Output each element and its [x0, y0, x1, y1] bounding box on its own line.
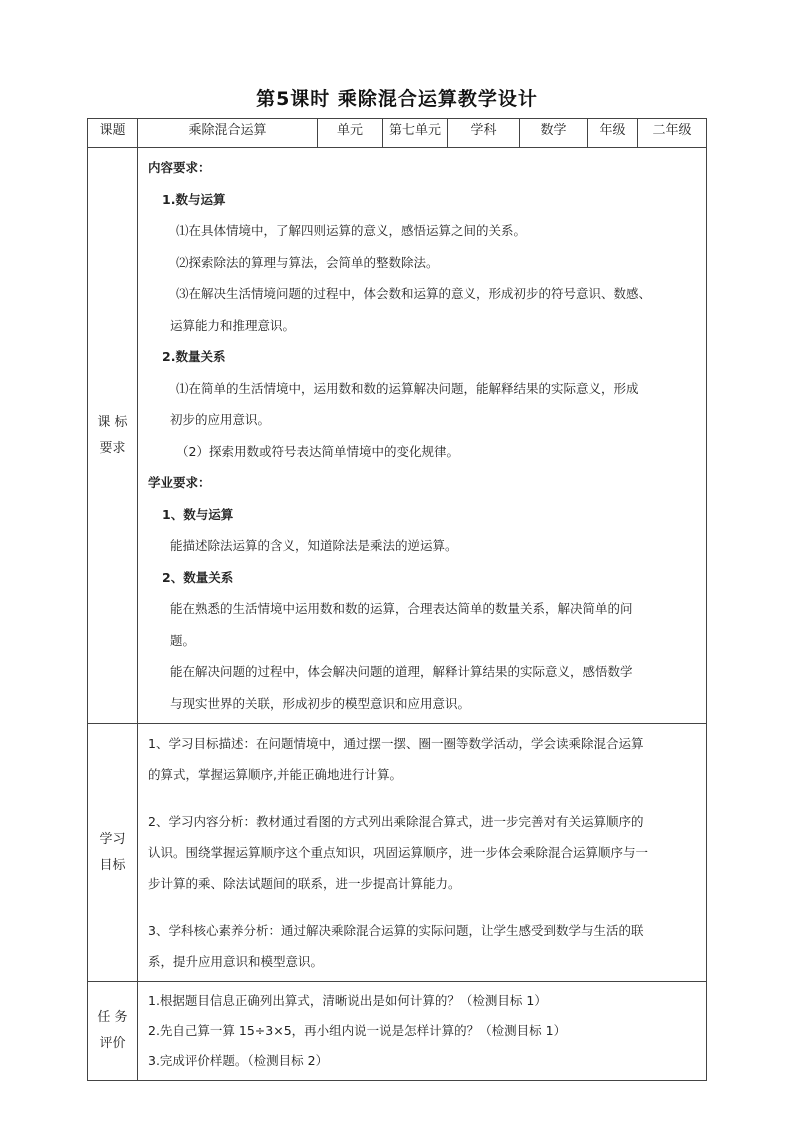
list-item: 能在解决问题的过程中，体会解决问题的道理，解释计算结果的实际意义，感悟数学 [170, 664, 633, 679]
curriculum-content [138, 148, 707, 724]
topic-value: 乘除混合运算 [138, 119, 318, 148]
goal-line: 系，提升应用意识和模型意识。 [148, 954, 324, 969]
goal-line: 的算式，掌握运算顺序,并能正确地进行计算。 [148, 767, 402, 782]
academic-section-number-operation: 1、数与运算 [162, 506, 234, 522]
list-item: ⑶在解决生活情境问题的过程中，体会数和运算的意义，形成初步的符号意识、数感、 [176, 286, 652, 301]
list-item: （2）探索用数或符号表达简单情境中的变化规律。 [176, 443, 459, 459]
goal-line: 2、学习内容分析：教材通过看图的方式列出乘除混合算式，进一步完善对有关运算顺序的 [148, 814, 644, 829]
task-item: 2.先自己算一算 15÷3×5，再小组内说一说是怎样计算的？（检测目标 1） [148, 1023, 567, 1038]
list-item: 能在熟悉的生活情境中运用数和数的运算，合理表达简单的数量关系，解决简单的问 [170, 601, 633, 616]
goal-line: 认识。围绕掌握运算顺序这个重点知识，巩固运算顺序，进一步体会乘除混合运算顺序与一 [148, 845, 649, 860]
goal-line: 3、学科核心素养分析：通过解决乘除混合运算的实际问题，让学生感受到数学与生活的联 [148, 923, 644, 938]
academic-requirements-heading: 学业要求： [148, 475, 211, 490]
goal-line: 步计算的乘、除法试题间的联系，进一步提高计算能力。 [148, 876, 461, 891]
tasks-content [138, 982, 707, 1081]
page-title: 第5课时 乘除混合运算教学设计 [256, 88, 538, 110]
section-number-operation: 1.数与运算 [162, 191, 226, 207]
topic-label: 课题 [88, 119, 138, 148]
list-item: 运算能力和推理意识。 [170, 317, 296, 333]
list-item: ⑵探索除法的算理与算法，会简单的整数除法。 [176, 254, 439, 270]
list-item: ⑴在简单的生活情境中，运用数和数的运算解决问题，能解释结果的实际意义，形成 [176, 380, 639, 396]
section-quantity-relation: 2.数量关系 [162, 349, 226, 364]
tasks-label: 任 务 评价 [88, 982, 138, 1081]
list-item: 题。 [170, 632, 196, 648]
academic-section-quantity-relation: 2、数量关系 [162, 569, 234, 585]
task-item: 3.完成评价样题。（检测目标 2） [148, 1053, 329, 1068]
unit-value: 第七单元 [383, 119, 448, 148]
subject-value: 数学 [520, 119, 588, 148]
curriculum-label: 课 标 要求 [88, 148, 138, 724]
goal-line: 1、学习目标描述：在问题情境中，通过摆一摆、圈一圈等数学活动，学会读乘除混合运算 [148, 736, 644, 751]
grade-value: 二年级 [638, 119, 707, 148]
curriculum-row [88, 148, 707, 724]
grade-label: 年级 [588, 119, 638, 148]
goals-content [138, 724, 707, 982]
goals-label: 学习 目标 [88, 724, 138, 982]
task-item: 1.根据题目信息正确列出算式，清晰说出是如何计算的？（检测目标 1） [148, 993, 547, 1008]
unit-label: 单元 [318, 119, 383, 148]
tasks-row [88, 982, 707, 1081]
list-item: 与现实世界的关联，形成初步的模型意识和应用意识。 [170, 695, 471, 711]
goals-row [88, 724, 707, 982]
list-item: 能描述除法运算的含义，知道除法是乘法的逆运算。 [170, 538, 458, 553]
lesson-plan-table [87, 118, 707, 1081]
subject-label: 学科 [448, 119, 520, 148]
content-requirements-heading: 内容要求： [148, 160, 211, 175]
list-item: 初步的应用意识。 [170, 412, 271, 427]
header-row [88, 119, 707, 148]
list-item: ⑴在具体情境中，了解四则运算的意义，感悟运算之间的关系。 [176, 223, 527, 238]
